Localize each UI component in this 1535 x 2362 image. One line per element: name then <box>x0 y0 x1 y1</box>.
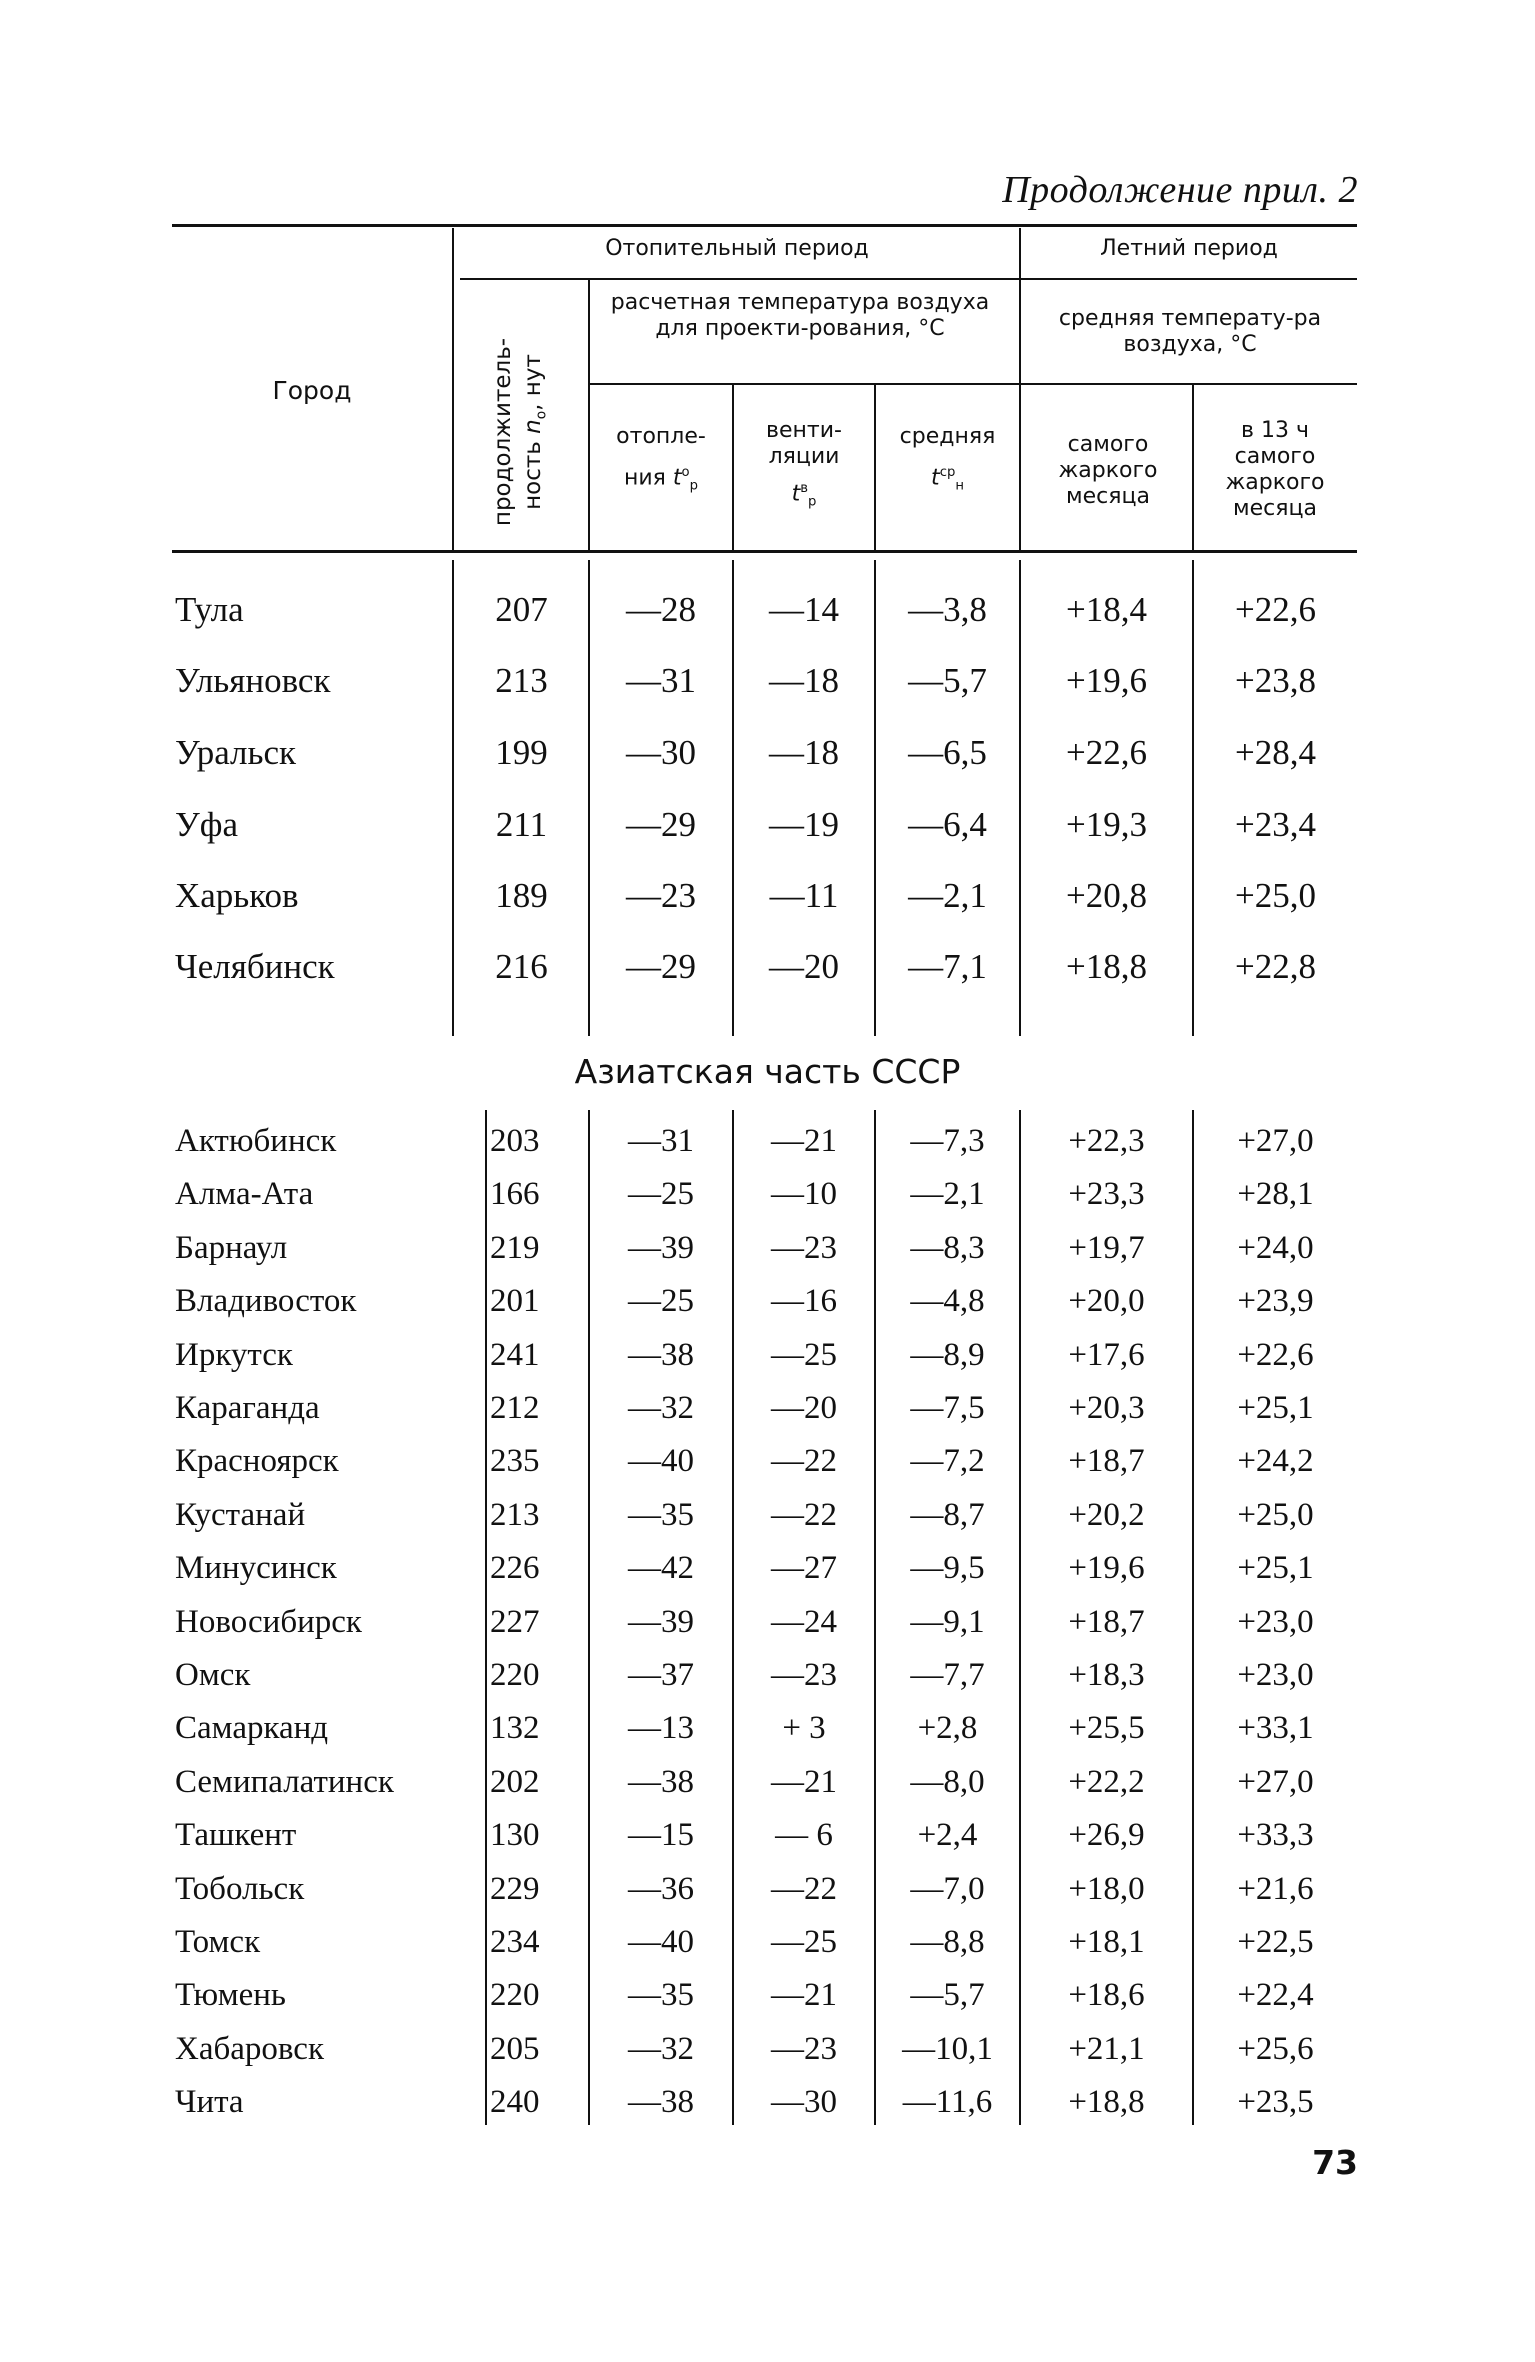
vent-temp-value: — 6 <box>775 1817 833 1853</box>
hottest-13h-value: +22,8 <box>1235 947 1316 986</box>
mean-temp-value: —9,1 <box>910 1604 985 1640</box>
duration-value: 202 <box>490 1764 540 1800</box>
duration-value: 189 <box>495 876 548 915</box>
header-divider <box>588 278 590 550</box>
mean-temp-value: —2,1 <box>908 876 987 915</box>
vent-temp-value: —22 <box>771 1871 837 1907</box>
vent-sub: р <box>808 494 817 510</box>
heating-symbol: t <box>672 465 682 491</box>
hottest-13h-value: +25,0 <box>1235 876 1316 915</box>
hottest-month-value: +18,1 <box>1068 1924 1145 1960</box>
header-city: Город <box>272 376 352 405</box>
vent-temp-value: —27 <box>771 1550 837 1586</box>
hottest-month-value: +26,9 <box>1068 1817 1145 1853</box>
hottest-13h-value: +27,0 <box>1237 1764 1314 1800</box>
mean-temp-value: —7,2 <box>910 1443 985 1479</box>
duration-line1: продолжитель- <box>490 337 516 527</box>
city-name: Томск <box>175 1924 261 1960</box>
mean-sup: ср <box>939 465 956 480</box>
mean-temp-value: —8,7 <box>910 1497 985 1533</box>
vent-temp-value: —25 <box>771 1337 837 1373</box>
heating-temp-value: —42 <box>628 1550 694 1586</box>
city-name: Ульяновск <box>175 661 331 700</box>
heating-temp-value: —39 <box>628 1604 694 1640</box>
duration-sub: o <box>533 410 550 420</box>
mean-temp-value: —8,9 <box>910 1337 985 1373</box>
hottest-13h-value: +24,2 <box>1237 1443 1314 1479</box>
heating-temp-value: —38 <box>628 1764 694 1800</box>
header-design-temp: расчетная температура воздуха для проекти-рования, °C <box>610 290 990 341</box>
duration-unit: , нут <box>520 354 546 411</box>
vent-sup: в <box>800 481 809 496</box>
duration-value: 226 <box>490 1550 540 1586</box>
vent-temp-value: —21 <box>771 1977 837 2013</box>
mean-temp-value: —6,4 <box>908 805 987 844</box>
vent-symbol: t <box>791 481 801 507</box>
mean-temp-value: +2,4 <box>917 1817 978 1853</box>
vent-temp-value: + 3 <box>782 1710 826 1746</box>
city-name: Алма-Ата <box>175 1176 314 1212</box>
duration-value: 220 <box>490 1657 540 1693</box>
header-divider <box>452 228 454 550</box>
vent-temp-value: —23 <box>771 1230 837 1266</box>
hottest-13h-value: +21,6 <box>1237 1871 1314 1907</box>
city-name: Барнаул <box>175 1230 288 1266</box>
city-name: Тюмень <box>175 1977 286 2013</box>
header-divider <box>1019 228 1021 550</box>
city-name: Ташкент <box>175 1817 297 1853</box>
vent-temp-value: —14 <box>769 590 839 629</box>
vent-temp-value: —24 <box>771 1604 837 1640</box>
hottest-month-value: +20,3 <box>1068 1390 1145 1426</box>
hottest-13h-value: +33,1 <box>1237 1710 1314 1746</box>
subheader-rule <box>588 383 1357 385</box>
hottest-13h-value: +25,1 <box>1237 1550 1314 1586</box>
hottest-month-value: +18,8 <box>1066 947 1147 986</box>
vent-temp-value: —11 <box>769 876 839 915</box>
duration-value: 212 <box>490 1390 540 1426</box>
hottest-month-value: +18,7 <box>1068 1443 1145 1479</box>
header-hottest-13h: в 13 ч самого жаркого месяца <box>1225 418 1325 521</box>
vent-line1: венти- <box>766 418 842 443</box>
table-caption: Продолжение прил. 2 <box>1002 169 1358 211</box>
section-title: Азиатская часть СССР <box>574 1052 961 1091</box>
mean-temp-value: —7,3 <box>910 1123 985 1159</box>
mean-temp-value: —4,8 <box>910 1283 985 1319</box>
heating-sup: о <box>681 465 690 480</box>
duration-value: 235 <box>490 1443 540 1479</box>
mean-temp-value: —6,5 <box>908 733 987 772</box>
city-name: Иркутск <box>175 1337 293 1373</box>
heating-temp-value: —31 <box>626 661 696 700</box>
hottest-13h-value: +23,0 <box>1237 1657 1314 1693</box>
vent-temp-value: —25 <box>771 1924 837 1960</box>
heating-temp-value: —35 <box>628 1497 694 1533</box>
duration-value: 166 <box>490 1176 540 1212</box>
mean-temp-value: —8,0 <box>910 1764 985 1800</box>
mean-temp-value: —5,7 <box>908 661 987 700</box>
duration-line2: ность <box>520 441 546 510</box>
heating-temp-value: —25 <box>628 1176 694 1212</box>
heating-temp-value: —38 <box>628 2084 694 2120</box>
header-duration <box>488 302 552 562</box>
hottest-13h-value: +25,1 <box>1237 1390 1314 1426</box>
mean-temp-value: —7,7 <box>910 1657 985 1693</box>
city-name: Омск <box>175 1657 251 1693</box>
hottest-13h-value: +22,5 <box>1237 1924 1314 1960</box>
hottest-month-value: +22,6 <box>1066 733 1147 772</box>
hottest-13h-value: +23,0 <box>1237 1604 1314 1640</box>
hottest-month-value: +18,3 <box>1068 1657 1145 1693</box>
hottest-month-value: +19,7 <box>1068 1230 1145 1266</box>
city-name: Новосибирск <box>175 1604 362 1640</box>
heating-line2: ния <box>623 465 666 491</box>
heating-sub: р <box>689 478 698 494</box>
hottest-month-value: +23,3 <box>1068 1176 1145 1212</box>
duration-value: 216 <box>495 947 548 986</box>
vent-temp-value: —18 <box>769 661 839 700</box>
city-name: Караганда <box>175 1390 320 1426</box>
city-name: Тобольск <box>175 1871 305 1907</box>
duration-value: 220 <box>490 1977 540 2013</box>
city-name: Семипалатинск <box>175 1764 394 1800</box>
city-name: Уральск <box>175 733 297 772</box>
mean-temp-value: +2,8 <box>917 1710 978 1746</box>
hottest-month-value: +20,2 <box>1068 1497 1145 1533</box>
mean-temp-value: —7,1 <box>908 947 987 986</box>
duration-value: 227 <box>490 1604 540 1640</box>
duration-value: 213 <box>495 661 548 700</box>
header-mean <box>876 424 1019 500</box>
vent-temp-value: —22 <box>771 1497 837 1533</box>
duration-value: 241 <box>490 1337 540 1373</box>
mean-temp-value: —8,8 <box>910 1924 985 1960</box>
city-name: Хабаровск <box>175 2031 324 2067</box>
header-avg-temp: средняя температу-ра воздуха, °C <box>1058 306 1322 357</box>
vent-temp-value: —20 <box>769 947 839 986</box>
hottest-month-value: +17,6 <box>1068 1337 1145 1373</box>
hottest-month-value: +22,3 <box>1068 1123 1145 1159</box>
heating-temp-value: —32 <box>628 1390 694 1426</box>
city-name: Кустанай <box>175 1497 306 1533</box>
header-summer-period: Летний период <box>1100 236 1278 261</box>
vent-temp-value: —19 <box>769 805 839 844</box>
vent-temp-value: —23 <box>771 2031 837 2067</box>
vent-temp-value: —10 <box>771 1176 837 1212</box>
hottest-13h-value: +23,5 <box>1237 2084 1314 2120</box>
hottest-13h-value: +22,6 <box>1237 1337 1314 1373</box>
city-name: Чита <box>175 2084 244 2120</box>
mean-temp-value: —3,8 <box>908 590 987 629</box>
hottest-13h-value: +27,0 <box>1237 1123 1314 1159</box>
heating-temp-value: —30 <box>626 733 696 772</box>
city-name: Уфа <box>175 805 238 844</box>
duration-symbol: n <box>520 419 546 434</box>
hottest-month-value: +19,6 <box>1068 1550 1145 1586</box>
table-top-rule <box>172 224 1357 227</box>
heating-temp-value: —28 <box>626 590 696 629</box>
page-number: 73 <box>1312 2143 1358 2182</box>
duration-value: 213 <box>490 1497 540 1533</box>
heating-temp-value: —38 <box>628 1337 694 1373</box>
hottest-month-value: +22,2 <box>1068 1764 1145 1800</box>
mean-temp-value: —8,3 <box>910 1230 985 1266</box>
duration-value: 132 <box>490 1710 540 1746</box>
group-header-rule <box>460 278 1357 280</box>
header-heating <box>590 424 732 500</box>
header-vent <box>734 418 874 516</box>
vent-temp-value: —22 <box>771 1443 837 1479</box>
vent-temp-value: —16 <box>771 1283 837 1319</box>
header-heating-period: Отопительный период <box>605 236 869 261</box>
heating-temp-value: —40 <box>628 1443 694 1479</box>
heating-temp-value: —35 <box>628 1977 694 2013</box>
heating-temp-value: —29 <box>626 805 696 844</box>
hottest-13h-value: +22,4 <box>1237 1977 1314 2013</box>
mean-temp-value: —2,1 <box>910 1176 985 1212</box>
heating-temp-value: —13 <box>628 1710 694 1746</box>
city-name: Тула <box>175 590 244 629</box>
mean-temp-value: —9,5 <box>910 1550 985 1586</box>
hottest-month-value: +20,0 <box>1068 1283 1145 1319</box>
hottest-13h-value: +25,6 <box>1237 2031 1314 2067</box>
duration-value: 207 <box>495 590 548 629</box>
column-divider <box>485 1110 487 2125</box>
city-name: Минусинск <box>175 1550 337 1586</box>
heating-temp-value: —40 <box>628 1924 694 1960</box>
heating-temp-value: —23 <box>626 876 696 915</box>
hottest-month-value: +19,3 <box>1066 805 1147 844</box>
hottest-month-value: +25,5 <box>1068 1710 1145 1746</box>
vent-temp-value: —23 <box>771 1657 837 1693</box>
hottest-month-value: +19,6 <box>1066 661 1147 700</box>
hottest-month-value: +18,7 <box>1068 1604 1145 1640</box>
duration-value: 199 <box>495 733 548 772</box>
hottest-month-value: +18,6 <box>1068 1977 1145 2013</box>
hottest-13h-value: +33,3 <box>1237 1817 1314 1853</box>
mean-label: средняя <box>899 424 996 449</box>
duration-value: 205 <box>490 2031 540 2067</box>
mean-symbol: t <box>931 465 940 491</box>
city-name: Самарканд <box>175 1710 329 1746</box>
mean-sub: н <box>955 478 964 494</box>
city-name: Владивосток <box>175 1283 357 1319</box>
city-name: Актюбинск <box>175 1123 337 1159</box>
vent-temp-value: —18 <box>769 733 839 772</box>
hottest-month-value: +18,0 <box>1068 1871 1145 1907</box>
heating-temp-value: —29 <box>626 947 696 986</box>
duration-value: 240 <box>490 2084 540 2120</box>
mean-temp-value: —7,5 <box>910 1390 985 1426</box>
city-name: Харьков <box>175 876 299 915</box>
hottest-month-value: +18,4 <box>1066 590 1147 629</box>
heating-line1: отопле- <box>616 424 706 449</box>
mean-temp-value: —10,1 <box>902 2031 993 2067</box>
duration-value: 211 <box>495 805 548 844</box>
heating-temp-value: —31 <box>628 1123 694 1159</box>
duration-value: 203 <box>490 1123 540 1159</box>
hottest-13h-value: +23,9 <box>1237 1283 1314 1319</box>
heating-temp-value: —25 <box>628 1283 694 1319</box>
heating-temp-value: —36 <box>628 1871 694 1907</box>
mean-temp-value: —7,0 <box>910 1871 985 1907</box>
city-name: Челябинск <box>175 947 335 986</box>
hottest-month-value: +20,8 <box>1066 876 1147 915</box>
header-divider <box>1192 385 1194 550</box>
heating-temp-value: —39 <box>628 1230 694 1266</box>
hottest-13h-value: +23,8 <box>1235 661 1316 700</box>
hottest-13h-value: +24,0 <box>1237 1230 1314 1266</box>
vent-temp-value: —20 <box>771 1390 837 1426</box>
heating-temp-value: —15 <box>628 1817 694 1853</box>
header-bottom-rule <box>172 550 1357 553</box>
duration-value: 234 <box>490 1924 540 1960</box>
duration-value: 201 <box>490 1283 540 1319</box>
hottest-month-value: +18,8 <box>1068 2084 1145 2120</box>
column-divider <box>452 560 454 1036</box>
header-hottest-month: самого жаркого месяца <box>1058 432 1158 509</box>
duration-value: 229 <box>490 1871 540 1907</box>
heating-temp-value: —37 <box>628 1657 694 1693</box>
city-name: Красноярск <box>175 1443 339 1479</box>
mean-temp-value: —11,6 <box>902 2084 993 2120</box>
vent-temp-value: —21 <box>771 1123 837 1159</box>
hottest-month-value: +21,1 <box>1068 2031 1145 2067</box>
vent-temp-value: —30 <box>771 2084 837 2120</box>
vent-line2: ляции <box>768 444 840 469</box>
mean-temp-value: —5,7 <box>910 1977 985 2013</box>
duration-value: 130 <box>490 1817 540 1853</box>
hottest-13h-value: +23,4 <box>1235 805 1316 844</box>
duration-value: 219 <box>490 1230 540 1266</box>
vent-temp-value: —21 <box>771 1764 837 1800</box>
heating-temp-value: —32 <box>628 2031 694 2067</box>
hottest-13h-value: +22,6 <box>1235 590 1316 629</box>
hottest-13h-value: +25,0 <box>1237 1497 1314 1533</box>
hottest-13h-value: +28,4 <box>1235 733 1316 772</box>
hottest-13h-value: +28,1 <box>1237 1176 1314 1212</box>
